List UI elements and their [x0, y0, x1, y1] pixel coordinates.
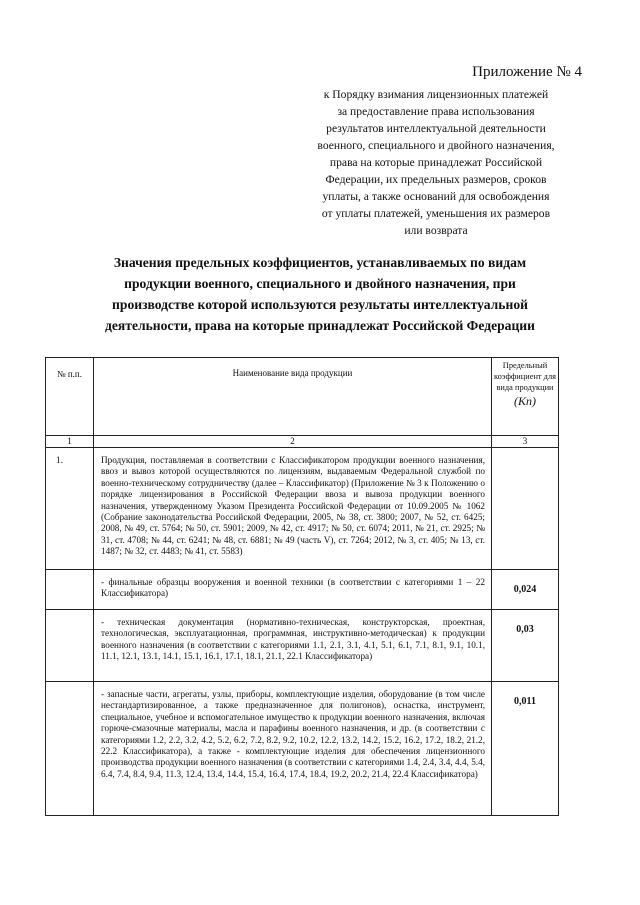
- row-number: 1.: [46, 448, 94, 570]
- appendix-title: Приложение № 4: [472, 64, 582, 80]
- column-number: 3: [492, 436, 559, 448]
- row-number: [46, 570, 94, 610]
- appendix-line: к Порядку взимания лицензионных платежей: [323, 88, 549, 101]
- column-numbers-row: [46, 436, 559, 448]
- row-coefficient: 0,024: [492, 570, 559, 610]
- table-row: [46, 610, 559, 682]
- coefficient-symbol: (Кп): [514, 394, 536, 408]
- document-title-line: продукции военного, специального и двойного назначения, при: [124, 276, 516, 291]
- row-coefficient: [492, 448, 559, 570]
- appendix-line: права на которые принадлежат Российской: [329, 156, 543, 169]
- table-row: [46, 682, 559, 816]
- appendix-line: военного, специального и двойного назначения,: [317, 139, 555, 152]
- row-product-text: - техническая документация (нормативно-техническая, конструкторская, проектная, технологическая, эксплуатационная, программная, инструктивно-методическая) к продукции военного назначения (в соответствии с категориями 1.1, 2.1, 3.1, 4.1, 5.1, 6.1, 7.1, 8.1, 9.1, 10.1, 11.1, 12.1, 13.1, 14.1, 15.1, 16.1, 17.1, 18.1, 21.1, 22.1 Классификатора): [94, 610, 492, 682]
- table-header-row: [46, 358, 559, 436]
- appendix-line: за предоставление права использования: [337, 105, 535, 118]
- header-coefficient-label: Предельный коэффициент для вида продукции: [494, 361, 556, 392]
- row-product-text: Продукция, поставляемая в соответствии с Классификатором продукции военного назначения, ввоз и вывоз которой осуществляются по лицензиям, выдаваемым Федеральной службой по военно-техническому сотрудничеству (далее – Классификатор) (Приложение № 3 к Положению о порядке лицензирования в Российской Федерации ввоза и вывоза продукции военного назначения, утвержденному Указом Президента Российской Федерации от 10.09.2005 № 1062 (Собрание законодательства Российской Федерации, 2005, № 38, ст. 3800; 2007, № 52, ст. 6425; 2008, № 49, ст. 5764; № 50, ст. 5901; 2009, № 42, ст. 4917; № 50, ст. 6074; 2011, № 21, ст. 2925; № 31, ст. 4708; № 44, ст. 6241; № 48, ст. 6881; № 49 (часть V), ст. 7264; 2012, № 3, ст. 405; № 13, ст. 1487; № 32, ст. 4483; № 41, ст. 5583): [94, 448, 492, 570]
- header-number: № п.п.: [46, 358, 94, 436]
- document-title-line: производстве которой используются результаты интеллектуальной: [112, 297, 528, 312]
- column-number: 2: [94, 436, 492, 448]
- row-number: [46, 610, 94, 682]
- document-title: [80, 252, 560, 336]
- document-title-line: деятельности, права на которые принадлежат Российской Федерации: [105, 318, 535, 333]
- row-product-text: - запасные части, агрегаты, узлы, приборы, комплектующие изделия, оборудование (в том числе нестандартизированное, а также предназначенное для полигонов), оснастка, инструмент, специальное, учебное и вспомогательное имущество к продукции военного назначения, включая горюче-смазочные материалы, масла и парафины военного назначения, и др. (в соответствии с категориями 1.2, 2.2, 3.2, 4.2, 5.2, 6.2, 7.2, 8.2, 9.2, 10.2, 12.2, 13.2, 14.2, 15.2, 16.2, 17.2, 18.2, 21.2, 22.2 Классификатора), а также - комплектующие изделия для обеспечения лицензионного производства продукции военного назначения (в соответствии с категориями 1.4, 2.4, 3.4, 4.4, 5.4, 6.4, 7.4, 8.4, 9.4, 11.3, 12.4, 13.4, 14.4, 15.4, 16.4, 17.4, 18.4, 19.2, 20.2, 21.4, 22.4 Классификатора): [94, 682, 492, 816]
- row-coefficient: 0,011: [492, 682, 559, 816]
- table-row: [46, 448, 559, 570]
- row-coefficient: 0,03: [492, 610, 559, 682]
- column-number: 1: [46, 436, 94, 448]
- appendix-block: [286, 64, 586, 239]
- appendix-line: или возврата: [404, 224, 468, 237]
- appendix-line: уплаты, а также оснований для освобождения: [322, 190, 550, 203]
- appendix-line: Федерации, их предельных размеров, сроков: [325, 173, 547, 186]
- table-row: [46, 570, 559, 610]
- coefficients-table: [45, 357, 559, 816]
- header-coefficient: [492, 358, 559, 436]
- appendix-line: результатов интеллектуальной деятельности: [326, 122, 546, 135]
- appendix-line: от уплаты платежей, уменьшения их размеров: [321, 207, 551, 220]
- header-product-name: Наименование вида продукции: [94, 358, 492, 436]
- row-product-text: - финальные образцы вооружения и военной техники (в соответствии с категориями 1 – 22 Классификатора): [94, 570, 492, 610]
- document-title-line: Значения предельных коэффициентов, устанавливаемых по видам: [113, 255, 527, 270]
- row-number: [46, 682, 94, 816]
